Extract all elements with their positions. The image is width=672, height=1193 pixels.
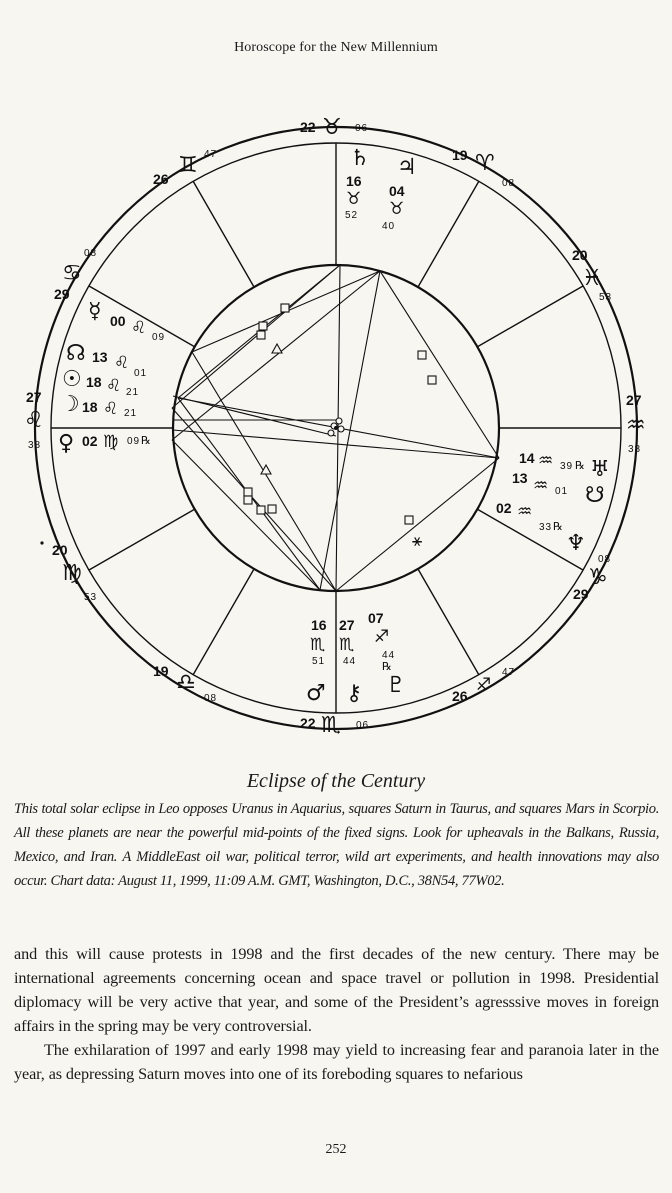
svg-text:06: 06 xyxy=(356,720,370,731)
svg-text:08: 08 xyxy=(502,178,516,189)
svg-text:℞: ℞ xyxy=(575,459,585,472)
cusp-1-label xyxy=(626,392,646,455)
svg-text:♎: ♎ xyxy=(176,670,196,695)
south-node-icon: ☋ xyxy=(585,483,605,508)
north-node-icon: ☊ xyxy=(66,341,86,366)
svg-text:℞: ℞ xyxy=(382,660,392,673)
figure-caption-title: Eclipse of the Century xyxy=(246,770,426,792)
quincunx-aspect-symbol: ⚹ xyxy=(412,531,423,551)
svg-text:04: 04 xyxy=(389,183,405,199)
svg-text:♐: ♐ xyxy=(374,627,390,647)
uranus-icon: ♅ xyxy=(590,457,610,482)
svg-text:27: 27 xyxy=(626,392,642,408)
sun-icon: ☉ xyxy=(62,367,82,392)
svg-text:♌: ♌ xyxy=(24,408,44,433)
svg-text:♏: ♏ xyxy=(310,635,326,655)
cusp-10-label xyxy=(300,115,368,140)
svg-text:38: 38 xyxy=(628,444,642,455)
svg-text:13: 13 xyxy=(92,349,108,365)
svg-text:27: 27 xyxy=(26,389,42,405)
svg-text:♓: ♓ xyxy=(582,266,602,291)
pluto-placement xyxy=(368,610,406,698)
svg-text:♌: ♌ xyxy=(103,399,119,419)
neptune-icon: ♆ xyxy=(566,531,586,556)
jupiter-icon: ♃ xyxy=(397,155,417,180)
svg-text:26: 26 xyxy=(153,171,169,187)
svg-text:02: 02 xyxy=(496,500,512,516)
svg-text:♒: ♒ xyxy=(626,413,646,438)
svg-text:00: 00 xyxy=(110,313,126,329)
svg-text:07: 07 xyxy=(368,610,384,626)
svg-text:♒: ♒ xyxy=(538,451,554,471)
saturn-placement xyxy=(345,146,370,221)
svg-text:19: 19 xyxy=(153,663,169,679)
figure-caption-body: This total solar eclipse in Leo opposes Uranus in Aquarius, squares Saturn in Taurus, and squares Mars in Scorpio. All these planets are near the powerful mid-points of the fixed signs. Look for upheavals in the Balkans, Russia, Mexico, and Iran. A MiddleEast oil war, political terror, wild art experiments, and health innovations may also occur. Chart data: August 11, 1999, 11:09 A.M. GMT, Washington, D.C., 38N54, 77W02. xyxy=(14,801,659,889)
svg-text:22: 22 xyxy=(300,715,316,731)
svg-text:21: 21 xyxy=(126,387,140,398)
svg-text:♉: ♉ xyxy=(346,189,362,209)
svg-text:♌: ♌ xyxy=(131,318,147,338)
svg-text:47: 47 xyxy=(204,149,218,160)
svg-text:20: 20 xyxy=(572,247,588,263)
svg-text:29: 29 xyxy=(573,586,589,602)
svg-text:29: 29 xyxy=(54,286,70,302)
cusp-12-label xyxy=(572,247,612,303)
pluto-icon: ♇ xyxy=(386,673,406,698)
paragraph: and this will cause protests in 1998 and the first decades of the new century. There may be international agreements concerning ocean and space travel or pollution in 1998. Presidential diplomacy will be very active that year, and some of the President’s agresssive moves in foreign affairs in the spring may be very controversial. xyxy=(14,945,659,1035)
svg-text:53: 53 xyxy=(84,592,98,603)
svg-text:♑: ♑ xyxy=(588,565,608,590)
cusp-9-label xyxy=(153,149,217,187)
svg-text:♒: ♒ xyxy=(533,476,549,496)
svg-text:22: 22 xyxy=(300,119,316,135)
cusp-4-label xyxy=(300,713,369,738)
svg-text:♌: ♌ xyxy=(114,353,130,373)
svg-text:40: 40 xyxy=(382,221,396,232)
svg-text:18: 18 xyxy=(86,374,102,390)
svg-text:♊: ♊ xyxy=(178,153,198,178)
svg-text:02: 02 xyxy=(82,433,98,449)
svg-text:26: 26 xyxy=(452,688,468,704)
svg-text:52: 52 xyxy=(345,210,359,221)
svg-text:21: 21 xyxy=(124,408,138,419)
svg-text:℞: ℞ xyxy=(141,434,151,447)
moon-icon: ☽ xyxy=(60,392,80,417)
aspect-symbols xyxy=(244,304,436,524)
cusp-11-label xyxy=(452,147,515,189)
svg-text:51: 51 xyxy=(312,656,326,667)
svg-text:01: 01 xyxy=(555,486,569,497)
mercury-icon: ☿ xyxy=(88,299,102,324)
saturn-icon: ♄ xyxy=(350,146,370,171)
svg-text:♍: ♍ xyxy=(103,432,119,452)
svg-text:♏: ♏ xyxy=(339,635,355,655)
svg-text:19: 19 xyxy=(452,147,468,163)
chiron-icon: ⚷ xyxy=(346,681,363,706)
svg-text:♉: ♉ xyxy=(389,199,405,219)
svg-text:38: 38 xyxy=(28,440,42,451)
chiron-placement xyxy=(339,617,362,706)
svg-text:♏: ♏ xyxy=(321,713,341,738)
svg-text:♌: ♌ xyxy=(106,376,122,396)
svg-text:44: 44 xyxy=(343,656,357,667)
svg-text:16: 16 xyxy=(311,617,327,633)
svg-text:09: 09 xyxy=(152,332,166,343)
svg-text:20: 20 xyxy=(52,542,68,558)
jupiter-placement xyxy=(382,155,417,232)
body-text xyxy=(14,942,659,1086)
svg-text:℞: ℞ xyxy=(553,520,563,533)
svg-text:08: 08 xyxy=(84,248,98,259)
running-header: Horoscope for the New Millennium xyxy=(234,40,438,55)
svg-text:33: 33 xyxy=(539,522,553,533)
svg-text:14: 14 xyxy=(519,450,535,466)
venus-placement xyxy=(58,431,151,456)
svg-text:13: 13 xyxy=(512,470,528,486)
svg-text:♉: ♉ xyxy=(322,115,342,140)
cusp-8-label xyxy=(54,248,97,302)
svg-text:16: 16 xyxy=(346,173,362,189)
svg-text:♒: ♒ xyxy=(517,502,533,522)
svg-text:47: 47 xyxy=(502,667,516,678)
svg-text:08: 08 xyxy=(204,693,218,704)
mars-placement xyxy=(306,617,327,706)
cusp-5-label xyxy=(153,663,217,704)
svg-text:♍: ♍ xyxy=(62,561,82,586)
svg-text:09: 09 xyxy=(127,436,141,447)
svg-text:39: 39 xyxy=(560,461,574,472)
svg-text:♐: ♐ xyxy=(476,675,492,695)
svg-text:♋: ♋ xyxy=(62,261,82,286)
svg-text:06: 06 xyxy=(355,123,369,134)
paragraph: The exhilaration of 1997 and early 1998 may yield to increasing fear and paranoia later in the year, as depressing Saturn moves into one of its foreboding squares to nefarious xyxy=(14,1041,659,1083)
mercury-placement xyxy=(88,299,165,343)
page-number: 252 xyxy=(325,1142,347,1157)
svg-text:27: 27 xyxy=(339,617,355,633)
svg-text:08: 08 xyxy=(598,554,612,565)
svg-text:53: 53 xyxy=(599,292,613,303)
cusp-7-label xyxy=(24,389,44,451)
mars-icon: ♂ xyxy=(306,681,326,706)
svg-text:44: 44 xyxy=(382,650,396,661)
svg-text:♈: ♈ xyxy=(475,151,495,176)
svg-text:18: 18 xyxy=(82,399,98,415)
venus-icon: ♀ xyxy=(58,431,75,456)
svg-text:01: 01 xyxy=(134,368,148,379)
